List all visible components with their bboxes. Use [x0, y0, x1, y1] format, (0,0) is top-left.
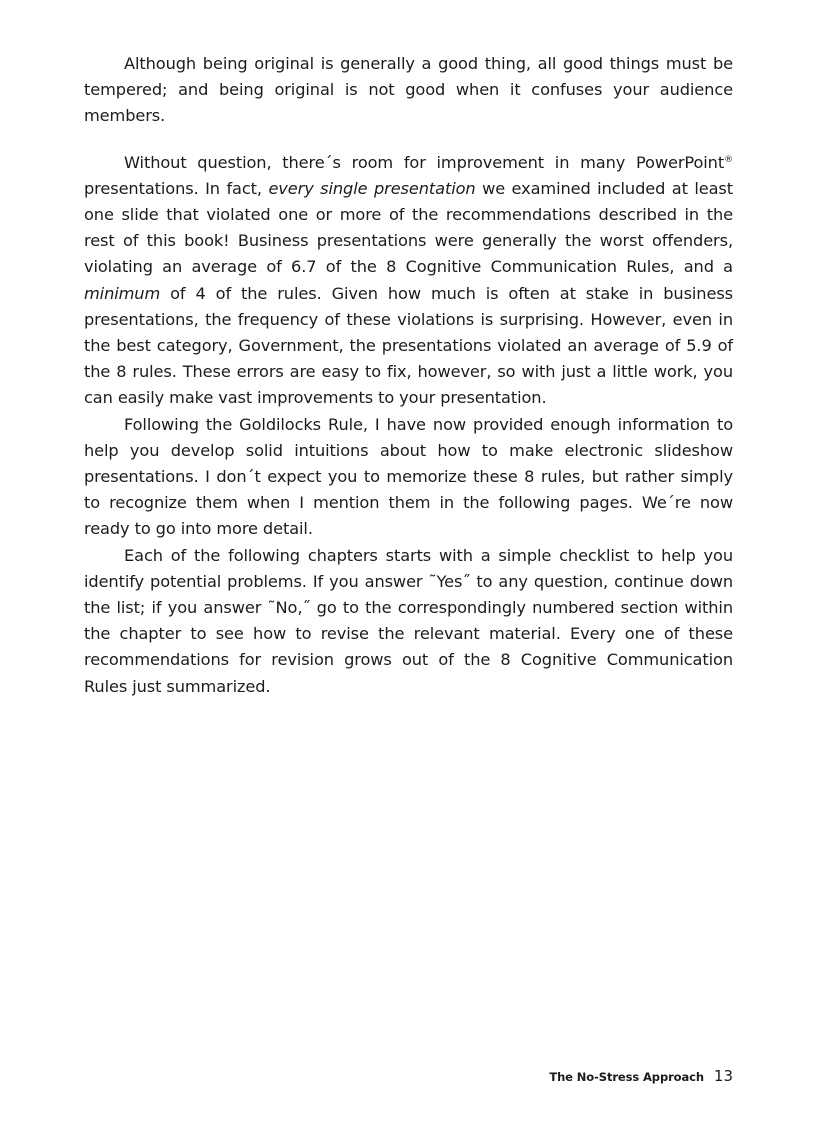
- emphasis-minimum: minimum: [84, 283, 161, 303]
- registered-trademark-mark: ®: [724, 154, 733, 165]
- paragraph-1: Although being original is generally a good thing, all good things must be tempered; and being original is not good when it confuses your audience members.: [84, 54, 733, 126]
- page-number: 13: [713, 1067, 733, 1085]
- running-title: The No-Stress Approach: [549, 1070, 704, 1084]
- running-footer: [484, 1066, 733, 1085]
- paragraph-2-part-3: we examined included at least one slide that violated one or more of the recommendations described in the rest of this book! Business presentations were generally the worst offenders, violating an average of 6.7 of the 8 Cognitive Communication Rules, and a: [84, 178, 733, 277]
- paragraph-2: [84, 150, 733, 412]
- paragraph-2-part-2: presentations. In fact,: [84, 178, 269, 198]
- body-text: [84, 51, 733, 700]
- paragraph-3: Following the Goldilocks Rule, I have now provided enough information to help you develop solid intuitions about how to make electronic slideshow presentations. I don´t expect you to memorize these 8 rules, but rather simply to recognize them when I mention them in the following pages. We´re now ready to go into more detail.: [84, 414, 733, 539]
- paragraph-2-part-4: of 4 of the rules. Given how much is often at stake in business presentations, the frequency of these violations is surprising. However, even in the best category, Government, the presentations violated an average of 5.9 of the 8 rules. These errors are easy to fix, however, so with just a little work, you can easily make vast improvements to your presentation.: [84, 283, 733, 408]
- paragraph-4: Each of the following chapters starts with a simple checklist to help you identify potential problems. If you answer ˜Yes˝ to any question, continue down the list; if you answer ˜No,˝ go to the correspondingly numbered section within the chapter to see how to revise the relevant material. Every one of these recommendations for revision grows out of the 8 Cognitive Communication Rules just summarized.: [84, 545, 733, 696]
- paragraph-2-part-1: Without question, there´s room for improvement in many PowerPoint: [124, 152, 725, 172]
- emphasis-every-single-presentation: every single presentation: [268, 178, 476, 198]
